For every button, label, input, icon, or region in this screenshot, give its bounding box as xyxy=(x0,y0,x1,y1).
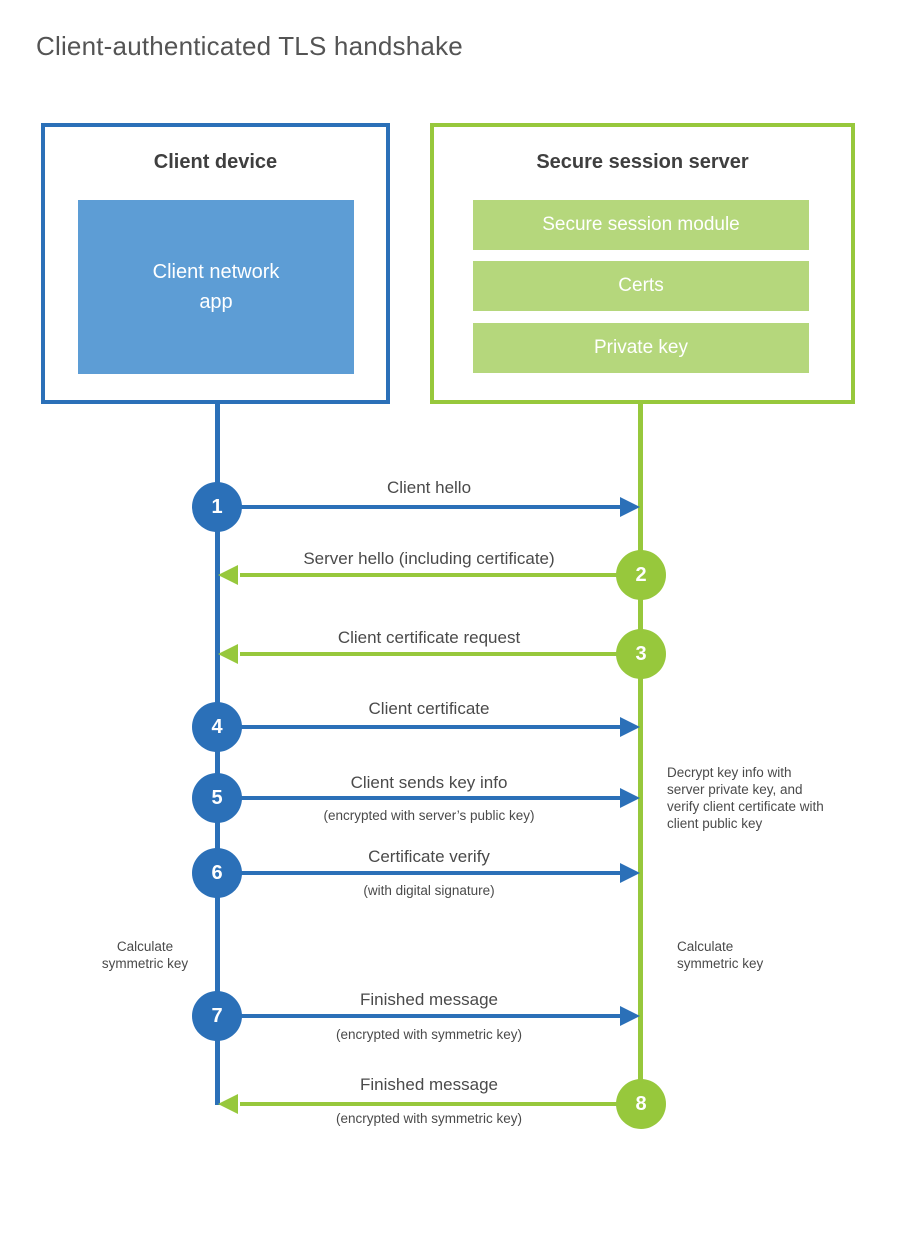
arrowhead-right-icon xyxy=(620,497,640,517)
message-sublabel: (with digital signature) xyxy=(363,883,495,898)
arrowhead-left-icon xyxy=(218,1094,238,1114)
step-circle-8: 8 xyxy=(616,1079,666,1129)
note-calculate-symmetric-key-client: Calculate symmetric key xyxy=(101,939,189,971)
arrowhead-left-icon xyxy=(218,565,238,585)
message-label: Client certificate xyxy=(368,699,490,718)
message-label: Finished message xyxy=(360,1075,498,1094)
step-circle-3: 3 xyxy=(616,629,666,679)
arrow-left xyxy=(240,573,620,577)
message-sublabel: (encrypted with symmetric key) xyxy=(335,1027,523,1042)
server-module-label: Certs xyxy=(618,275,664,296)
client-device-heading: Client device xyxy=(153,151,278,173)
arrow-left xyxy=(240,1102,620,1106)
arrow-right xyxy=(238,1014,622,1018)
client-network-app-label: Client network app xyxy=(152,261,280,313)
arrowhead-right-icon xyxy=(620,863,640,883)
arrowhead-right-icon xyxy=(620,788,640,808)
message-label: Client certificate request xyxy=(337,628,521,647)
message-label: Client hello xyxy=(386,478,472,497)
message-sublabel: (encrypted with symmetric key) xyxy=(335,1111,523,1126)
message-label: Finished message xyxy=(360,990,498,1009)
message-sublabel: (encrypted with server’s public key) xyxy=(323,808,535,823)
page-title: Client-authenticated TLS handshake xyxy=(36,31,463,61)
arrowhead-left-icon xyxy=(218,644,238,664)
secure-session-server-heading: Secure session server xyxy=(536,151,749,173)
step-circle-2: 2 xyxy=(616,550,666,600)
client-network-app-box xyxy=(78,200,354,374)
message-label: Server hello (including certificate) xyxy=(303,549,555,568)
note-decrypt-key-info: Decrypt key info with server private key, and verify client certificate with client public key xyxy=(667,765,824,831)
server-module-private-key xyxy=(473,323,809,373)
step-circle-1: 1 xyxy=(192,482,242,532)
server-module-label: Secure session module xyxy=(542,214,740,235)
arrow-right xyxy=(238,725,622,729)
server-module-certs xyxy=(473,261,809,311)
step-circle-6: 6 xyxy=(192,848,242,898)
message-label: Certificate verify xyxy=(368,847,490,866)
arrow-right xyxy=(238,796,622,800)
step-circle-4: 4 xyxy=(192,702,242,752)
note-calculate-symmetric-key-server: Calculate symmetric key xyxy=(677,939,764,971)
server-module-label: Private key xyxy=(594,337,688,358)
step-circle-7: 7 xyxy=(192,991,242,1041)
arrow-right xyxy=(238,871,622,875)
server-module-secure-session xyxy=(473,200,809,250)
step-circle-5: 5 xyxy=(192,773,242,823)
arrow-left xyxy=(240,652,620,656)
arrow-right xyxy=(238,505,622,509)
arrowhead-right-icon xyxy=(620,1006,640,1026)
message-label: Client sends key info xyxy=(350,773,508,792)
arrowhead-right-icon xyxy=(620,717,640,737)
